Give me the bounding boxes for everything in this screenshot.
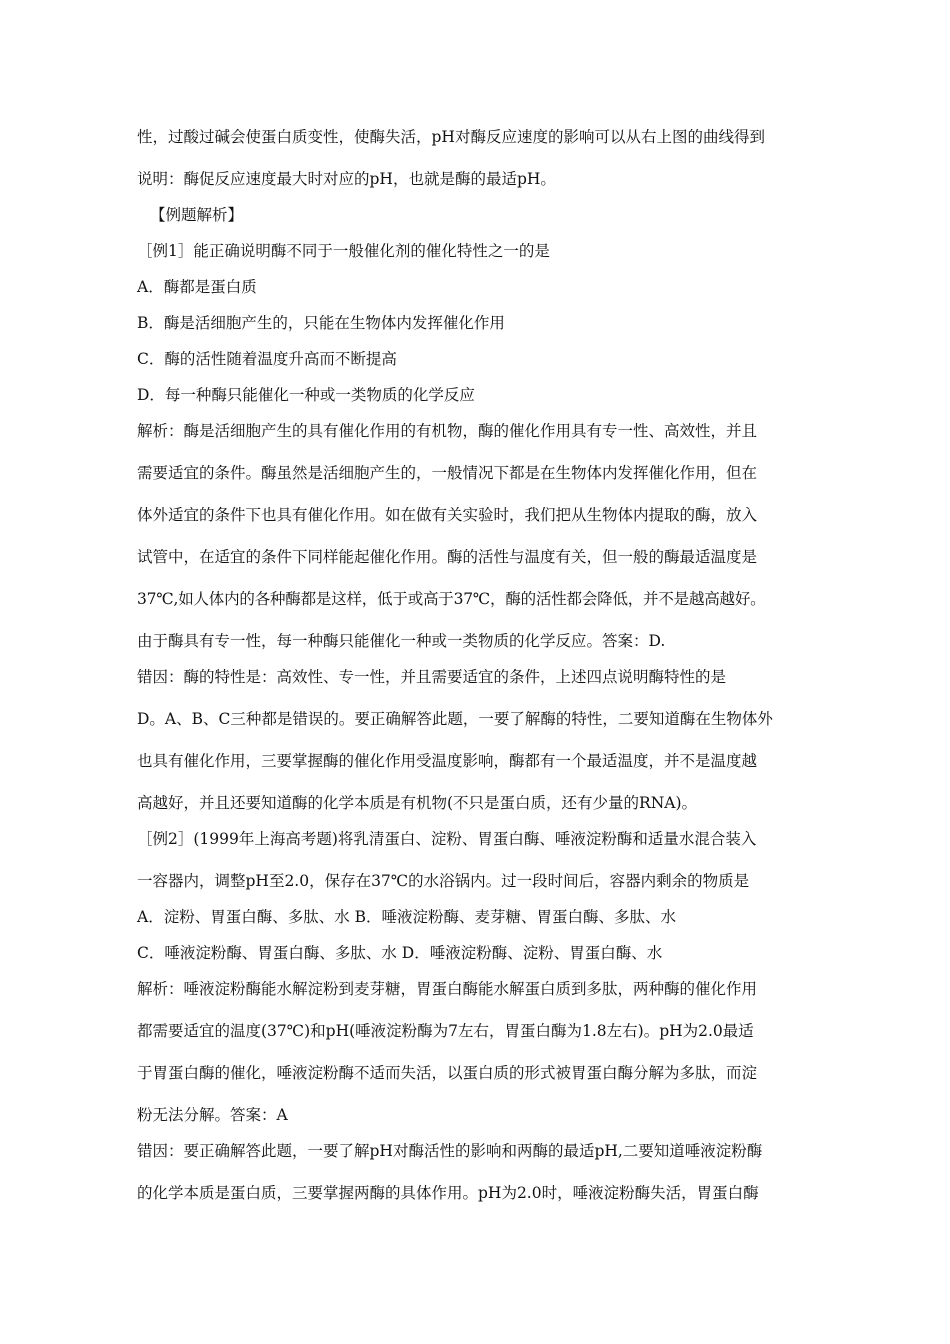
paragraph-line: 性，过酸过碱会使蛋白质变性，使酶失活，pH对酶反应速度的影响可以从右上图的曲线得到	[137, 128, 765, 146]
analysis-line: 由于酶具有专一性，每一种酶只能催化一种或一类物质的化学反应。答案：D.	[137, 632, 666, 650]
analysis-line: 试管中，在适宜的条件下同样能起催化作用。酶的活性与温度有关，但一般的酶最适温度是	[137, 548, 758, 566]
option-line: B．酶是活细胞产生的，只能在生物体内发挥催化作用	[137, 314, 505, 332]
analysis-line: 粉无法分解。答案：A	[137, 1106, 288, 1124]
analysis-line: 体外适宜的条件下也具有催化作用。如在做有关实验时，我们把从生物体内提取的酶，放入	[137, 506, 758, 524]
option-line: C．唾液淀粉酶、胃蛋白酶、多肽、水 D．唾液淀粉酶、淀粉、胃蛋白酶、水	[137, 944, 663, 962]
analysis-line: 需要适宜的条件。酶虽然是活细胞产生的，一般情况下都是在生物体内发挥催化作用，但在	[137, 464, 758, 482]
question-stem: ［例1］能正确说明酶不同于一般催化剂的催化特性之一的是	[137, 242, 550, 260]
option-line: A．淀粉、胃蛋白酶、多肽、水 B．唾液淀粉酶、麦芽糖、胃蛋白酶、多肽、水	[137, 908, 677, 926]
option-line: A．酶都是蛋白质	[137, 278, 257, 296]
error-cause-line: 高越好，并且还要知道酶的化学本质是有机物(不只是蛋白质，还有少量的RNA)。	[137, 794, 698, 812]
error-cause-line: 也具有催化作用，三要掌握酶的催化作用受温度影响，酶都有一个最适温度，并不是温度越	[137, 752, 758, 770]
error-cause-line: 错因：酶的特性是：高效性、专一性，并且需要适宜的条件，上述四点说明酶特性的是	[137, 668, 727, 686]
analysis-line: 解析：唾液淀粉酶能水解淀粉到麦芽糖，胃蛋白酶能水解蛋白质到多肽，两种酶的催化作用	[137, 980, 758, 998]
option-line: D．每一种酶只能催化一种或一类物质的化学反应	[137, 386, 475, 404]
analysis-line: 于胃蛋白酶的催化，唾液淀粉酶不适而失活，以蛋白质的形式被胃蛋白酶分解为多肽，而淀	[137, 1064, 758, 1082]
analysis-line: 都需要适宜的温度(37℃)和pH(唾液淀粉酶为7左右，胃蛋白酶为1.8左右)。pH为2.0最适	[137, 1022, 754, 1040]
analysis-line: 解析：酶是活细胞产生的具有催化作用的有机物，酶的催化作用具有专一性、高效性，并且	[137, 422, 758, 440]
paragraph-line: 说明：酶促反应速度最大时对应的pH，也就是酶的最适pH。	[137, 170, 556, 188]
error-cause-line: 错因：要正确解答此题，一要了解pH对酶活性的影响和两酶的最适pH,二要知道唾液淀粉酶	[137, 1142, 763, 1160]
section-heading: 【例题解析】	[150, 206, 244, 224]
analysis-line: 37℃,如人体内的各种酶都是这样，低于或高于37℃，酶的活性都会降低，并不是越高越好。	[137, 590, 766, 608]
question-stem: ［例2］(1999年上海高考题)将乳清蛋白、淀粉、胃蛋白酶、唾液淀粉酶和适量水混合装入	[137, 830, 757, 848]
question-stem: 一容器内，调整pH至2.0，保存在37℃的水浴锅内。过一段时间后，容器内剩余的物质是	[137, 872, 750, 890]
option-line: C．酶的活性随着温度升高而不断提高	[137, 350, 397, 368]
error-cause-line: D。A、B、C三种都是错误的。要正确解答此题，一要了解酶的特性，二要知道酶在生物体外	[137, 710, 773, 728]
error-cause-line: 的化学本质是蛋白质，三要掌握两酶的具体作用。pH为2.0时，唾液淀粉酶失活，胃蛋白酶	[137, 1184, 759, 1202]
